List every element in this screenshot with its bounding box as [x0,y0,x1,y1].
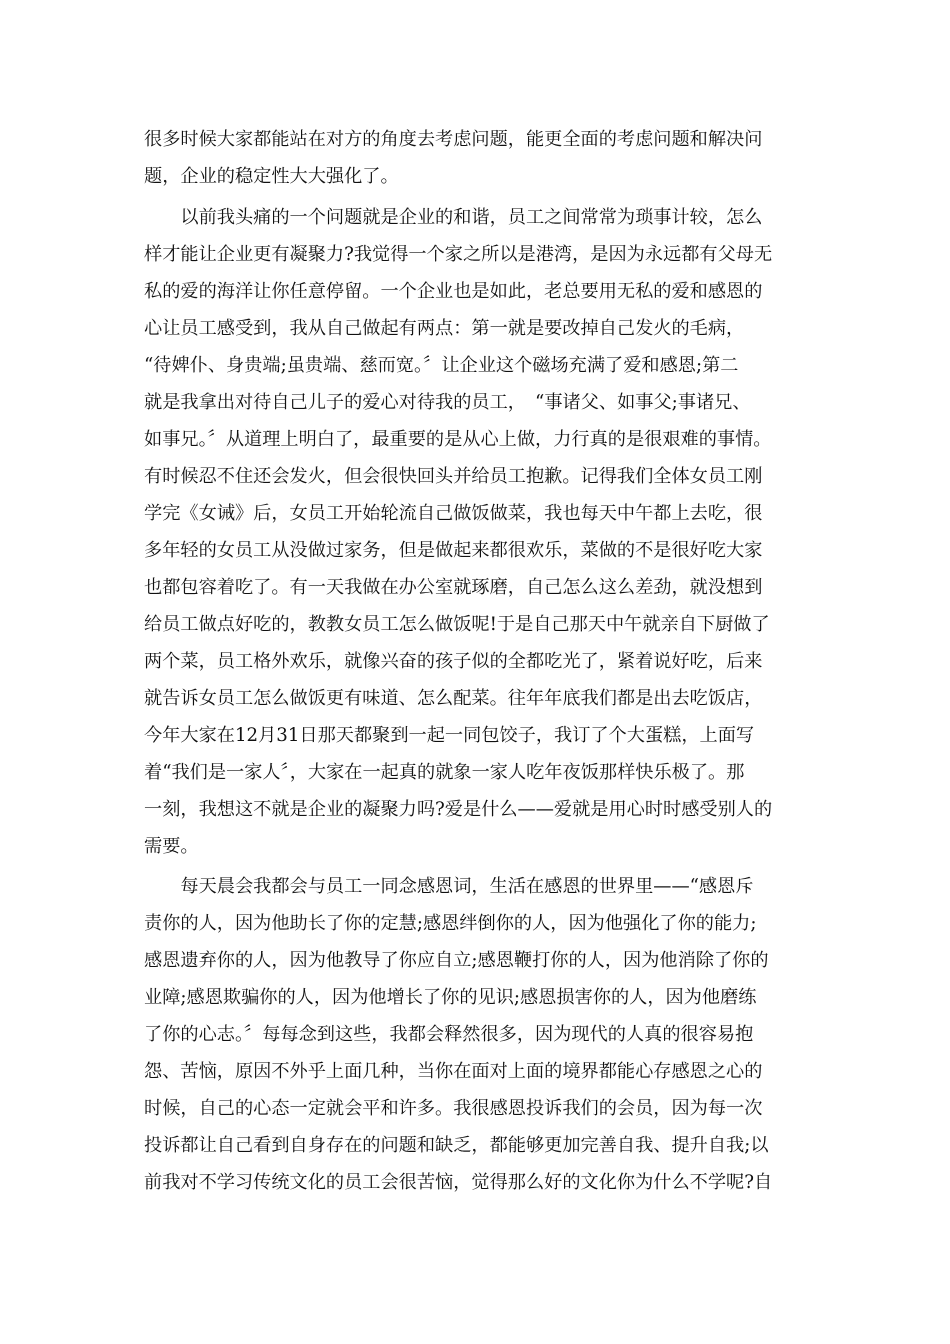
text-line: 私的爱的海洋让你任意停留。一个企业也是如此，老总要用无私的爱和感恩的 [144,280,763,302]
text-line: 业障;感恩欺骗你的人，因为他增长了你的见识;感恩损害你的人，因为他磨练 [144,987,757,1008]
text-line: 两个菜，员工格外欢乐，就像兴奋的孩子似的全都吃光了，紧着说好吃，后来 [144,650,763,672]
text-line: 需要。 [144,835,199,857]
text-line: 投诉都让自己看到自身存在的问题和缺乏，都能够更加完善自我、提升自我;以 [144,1135,769,1156]
text-line: 一刻，我想这不就是企业的凝聚力吗?爱是什么——爱就是用心时时感受别人的 [144,798,773,820]
paragraph-start-line: 以前我头痛的一个问题就是企业的和谐，员工之间常常为琐事计较，怎么 [144,206,763,228]
text-line: 样才能让企业更有凝聚力?我觉得一个家之所以是港湾，是因为永远都有父母无 [144,243,773,265]
text-line: 就是我拿出对待自己儿子的爱心对待我的员工， “事诸父、如事父;事诸兄、 [144,391,751,413]
text-line: 学完《女诫》后，女员工开始轮流自己做饭做菜，我也每天中午都上去吃，很 [144,502,763,524]
text-line: 着“我们是一家人〞，大家在一起真的就象一家人吃年夜饭那样快乐极了。那 [144,761,745,783]
text-line: 给员工做点好吃的，教教女员工怎么做饭呢!于是自己那天中午就亲自下厨做了 [144,613,770,635]
text-line: 前我对不学习传统文化的员工会很苦恼，觉得那么好的文化你为什么不学呢?自 [144,1172,773,1193]
text-line: 今年大家在12月31日那天都聚到一起一同包饺子，我订了个大蛋糕，上面写 [144,724,755,746]
text-line: “待婢仆、身贵端;虽贵端、慈而宽。〞让企业这个磁场充满了爱和感恩;第二 [144,354,739,376]
text-line: 也都包容着吃了。有一天我做在办公室就琢磨，自己怎么这么差劲，就没想到 [144,576,763,598]
document-body [144,121,806,1201]
text-line: 多年轻的女员工从没做过家务，但是做起来都很欢乐，菜做的不是很好吃大家 [144,539,763,561]
text-line: 题，企业的稳定性大大强化了。 [144,166,399,187]
paragraph-start-line: 每天晨会我都会与员工一同念感恩词，生活在感恩的世界里——“感恩斥 [144,876,754,897]
text-line: 怨、苦恼，原因不外乎上面几种，当你在面对上面的境界都能心存感恩之心的 [144,1061,763,1082]
text-line: 心让员工感受到，我从自己做起有两点：第一就是要改掉自己发火的毛病， [144,317,745,339]
text-line: 如事兄。〞从道理上明白了，最重要的是从心上做，力行真的是很艰难的事情。 [144,428,772,450]
text-line: 很多时候大家都能站在对方的角度去考虑问题，能更全面的考虑问题和解决问 [144,129,763,150]
text-line: 就告诉女员工怎么做饭更有味道、怎么配菜。往年年底我们都是出去吃饭店， [144,687,763,709]
text-line: 时候，自己的心态一定就会平和许多。我很感恩投诉我们的会员，因为每一次 [144,1098,763,1119]
text-line: 感恩遗弃你的人，因为他教导了你应自立;感恩鞭打你的人，因为他消除了你的 [144,950,769,971]
text-line: 有时候忍不住还会发火，但会很快回头并给员工抱歉。记得我们全体女员工刚 [144,465,763,487]
text-line: 责你的人，因为他助长了你的定慧;感恩绊倒你的人，因为他强化了你的能力; [144,913,757,934]
text-line: 了你的心志。〞每每念到这些，我都会释然很多，因为现代的人真的很容易抱 [144,1024,754,1045]
